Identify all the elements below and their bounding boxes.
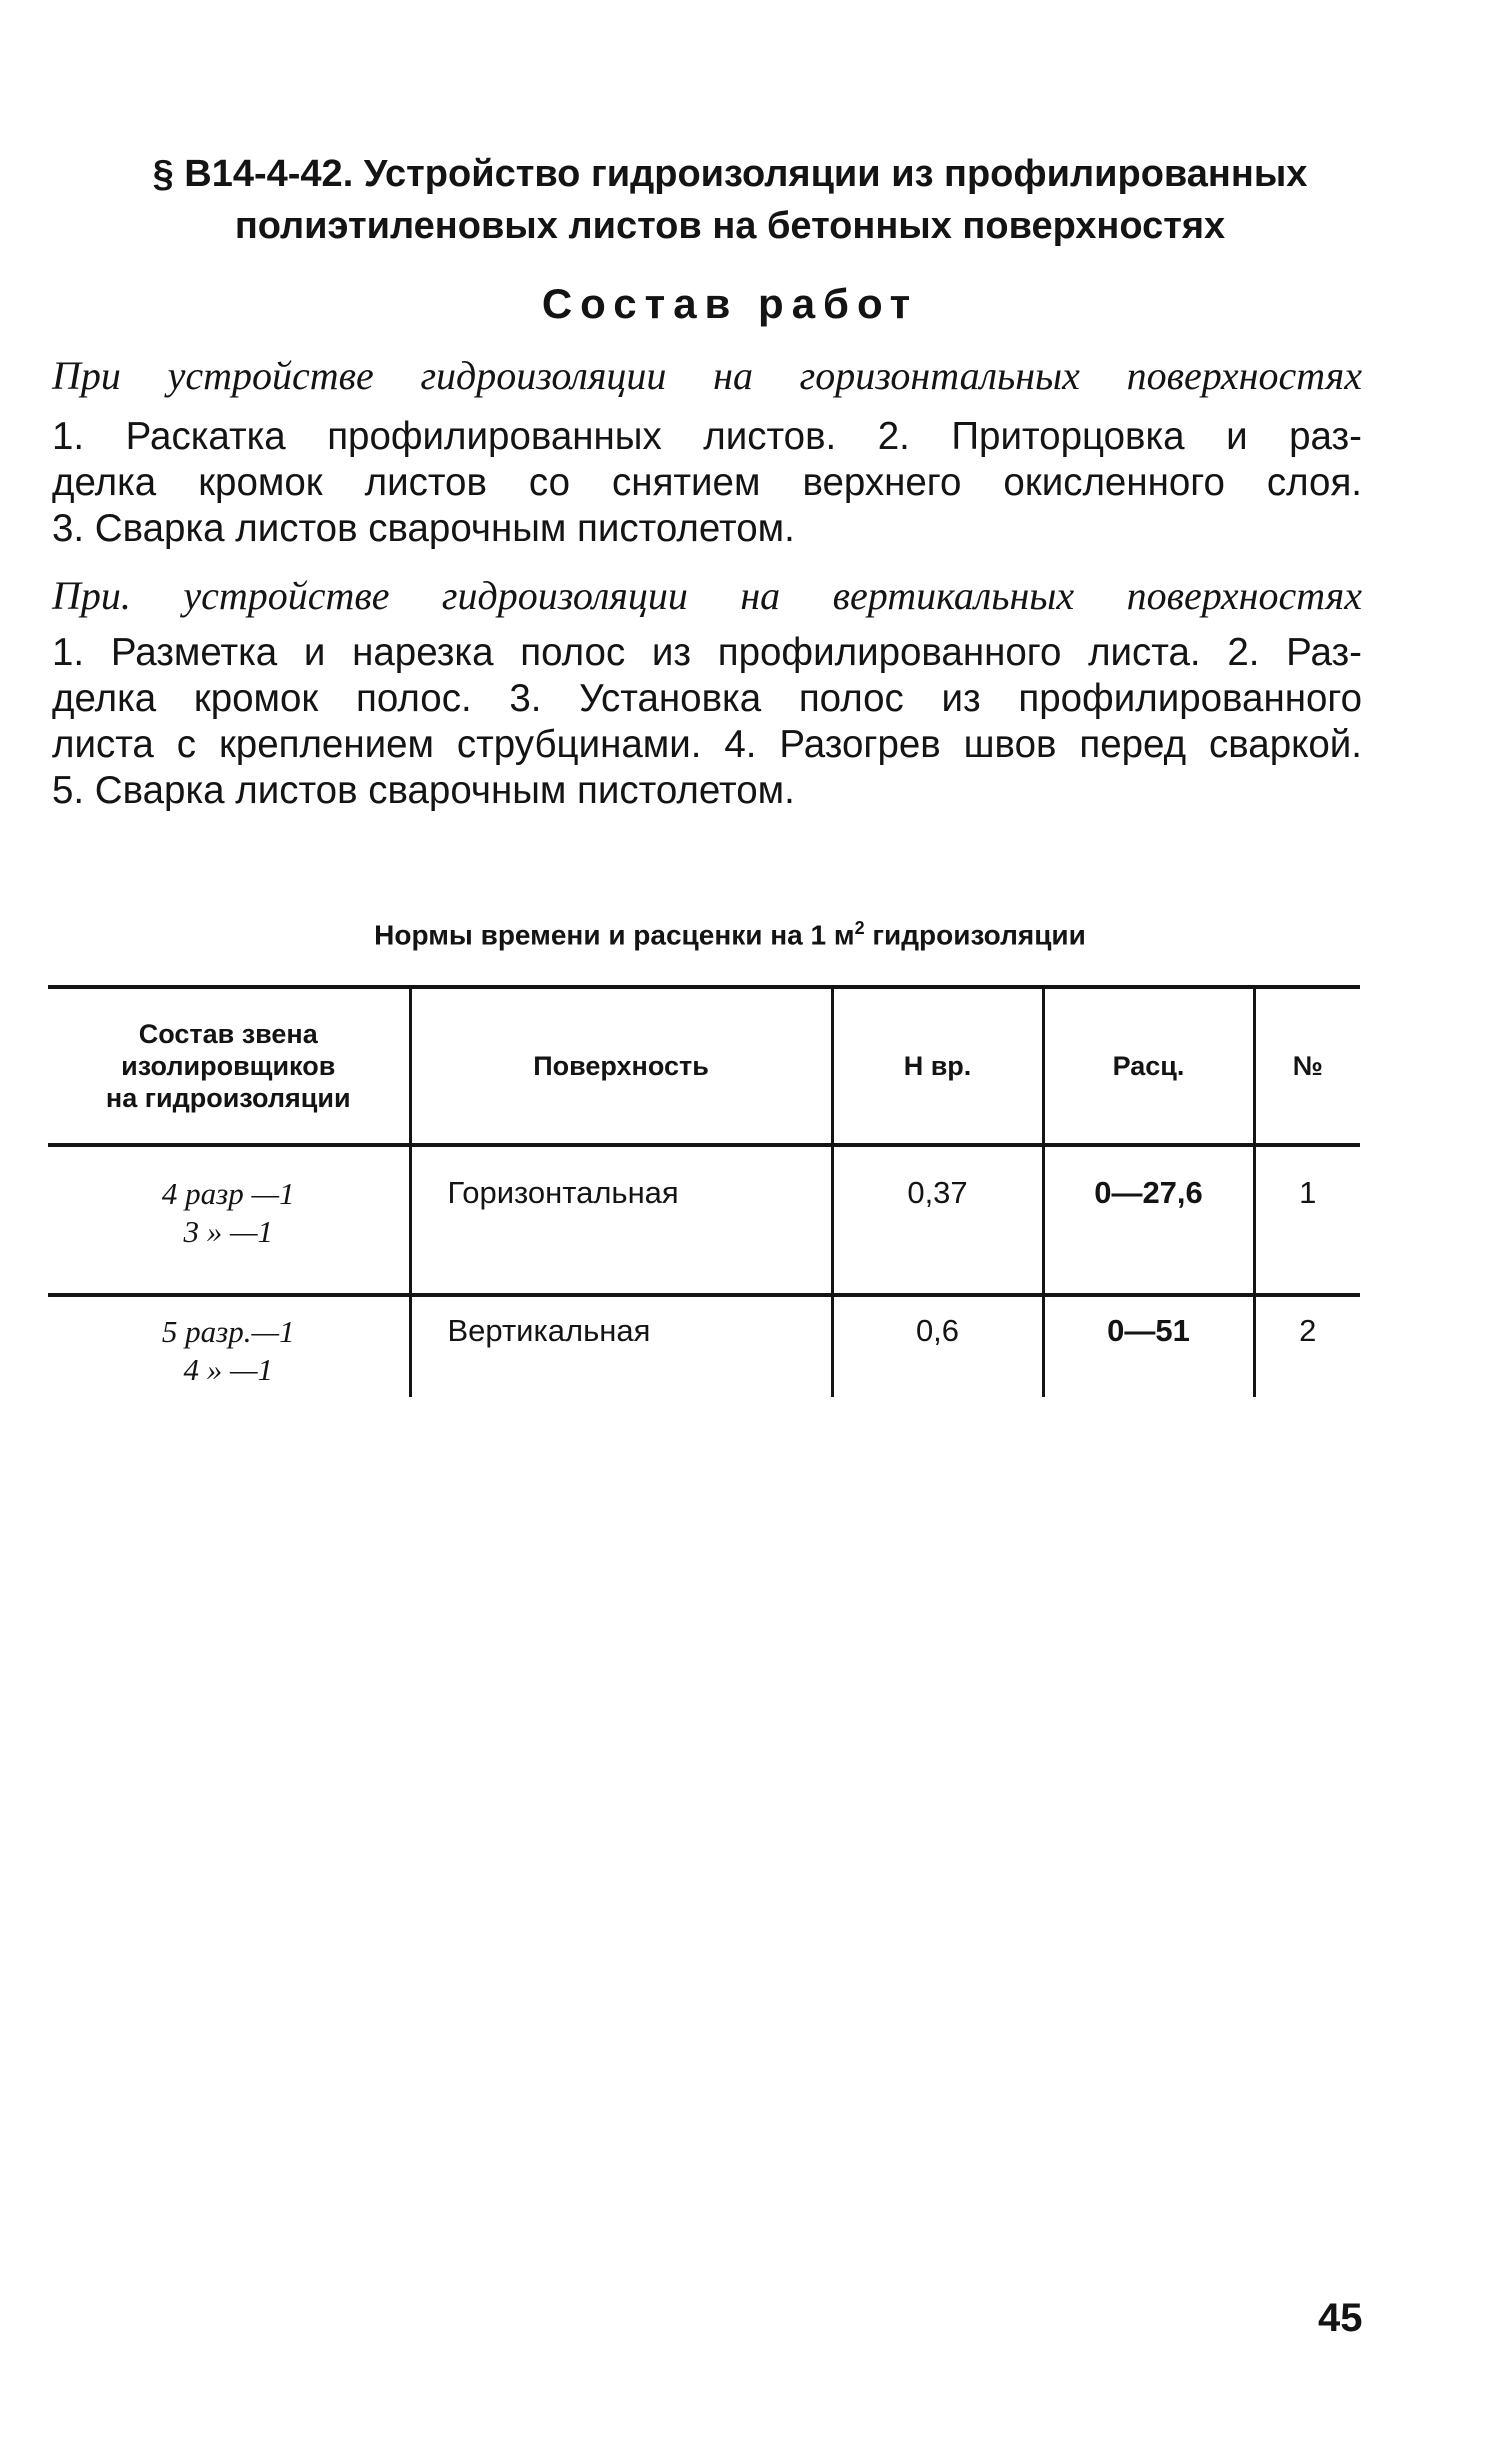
horizontal-steps-line: делка кромок листов со снятием верхнего окисленного слоя. <box>52 461 1362 504</box>
header-crew-line: Состав звена <box>138 1019 318 1049</box>
section-title-line-1: § В14-4-42. Устройство гидроизоляции из профилированных <box>152 153 1308 195</box>
table-row <box>48 1295 1360 1397</box>
work-composition-heading: Состав работ <box>541 280 919 327</box>
table-caption-superscript: 2 <box>854 918 865 938</box>
rate-cell: 0—27,6 <box>1043 1145 1254 1295</box>
crew-line: 5 разр.—1 <box>161 1314 295 1349</box>
number-cell: 2 <box>1254 1295 1360 1397</box>
crew-line: 3 » —1 <box>183 1214 274 1249</box>
horizontal-steps-line: 3. Сварка листов сварочным пистолетом. <box>52 507 795 550</box>
crew-cell <box>48 1295 410 1397</box>
crew-line: 4 » —1 <box>183 1352 274 1387</box>
horizontal-condition: При устройстве гидроизоляции на горизонтальных поверхностях <box>52 353 1362 398</box>
horizontal-steps-line: 1. Раскатка профилированных листов. 2. Приторцовка и раз- <box>52 415 1362 458</box>
section-title <box>95 148 1365 252</box>
table-row <box>48 1145 1360 1295</box>
table-header-row <box>48 987 1360 1145</box>
surface-cell: Горизонтальная <box>410 1145 832 1295</box>
header-number: № <box>1254 987 1360 1145</box>
number-cell: 1 <box>1254 1145 1360 1295</box>
header-time: Н вр. <box>832 987 1043 1145</box>
rate-cell: 0—51 <box>1043 1295 1254 1397</box>
header-crew-line: изолировщиков <box>121 1051 336 1081</box>
header-crew <box>48 987 410 1145</box>
header-crew-line: на гидроизоляции <box>105 1083 351 1113</box>
header-rate: Расц. <box>1043 987 1254 1145</box>
norms-table <box>48 985 1360 1397</box>
vertical-steps-line: делка кромок полос. 3. Установка полос из профилированного <box>52 677 1362 720</box>
vertical-steps-line: 5. Сварка листов сварочным пистолетом. <box>52 769 795 812</box>
table-caption-suffix: гидроизоляции <box>864 919 1086 951</box>
vertical-condition: При. устройстве гидроизоляции на вертикальных поверхностях <box>52 573 1362 618</box>
surface-cell: Вертикальная <box>410 1295 832 1397</box>
section-title-line-2: полиэтиленовых листов на бетонных поверхностях <box>234 205 1226 247</box>
table-caption <box>100 918 1360 951</box>
time-cell: 0,37 <box>832 1145 1043 1295</box>
horizontal-steps <box>52 414 1362 552</box>
vertical-steps <box>52 630 1362 814</box>
vertical-steps-line: 1. Разметка и нарезка полос из профилированного листа. 2. Раз- <box>52 631 1362 674</box>
header-surface: Поверхность <box>410 987 832 1145</box>
page-number: 45 <box>1318 2296 1363 2340</box>
crew-line: 4 разр —1 <box>161 1176 295 1211</box>
table-caption-prefix: Нормы времени и расценки на 1 м <box>374 919 855 951</box>
time-cell: 0,6 <box>832 1295 1043 1397</box>
crew-cell <box>48 1145 410 1295</box>
vertical-steps-line: листа с креплением струбцинами. 4. Разогрев швов перед сваркой. <box>52 723 1362 766</box>
